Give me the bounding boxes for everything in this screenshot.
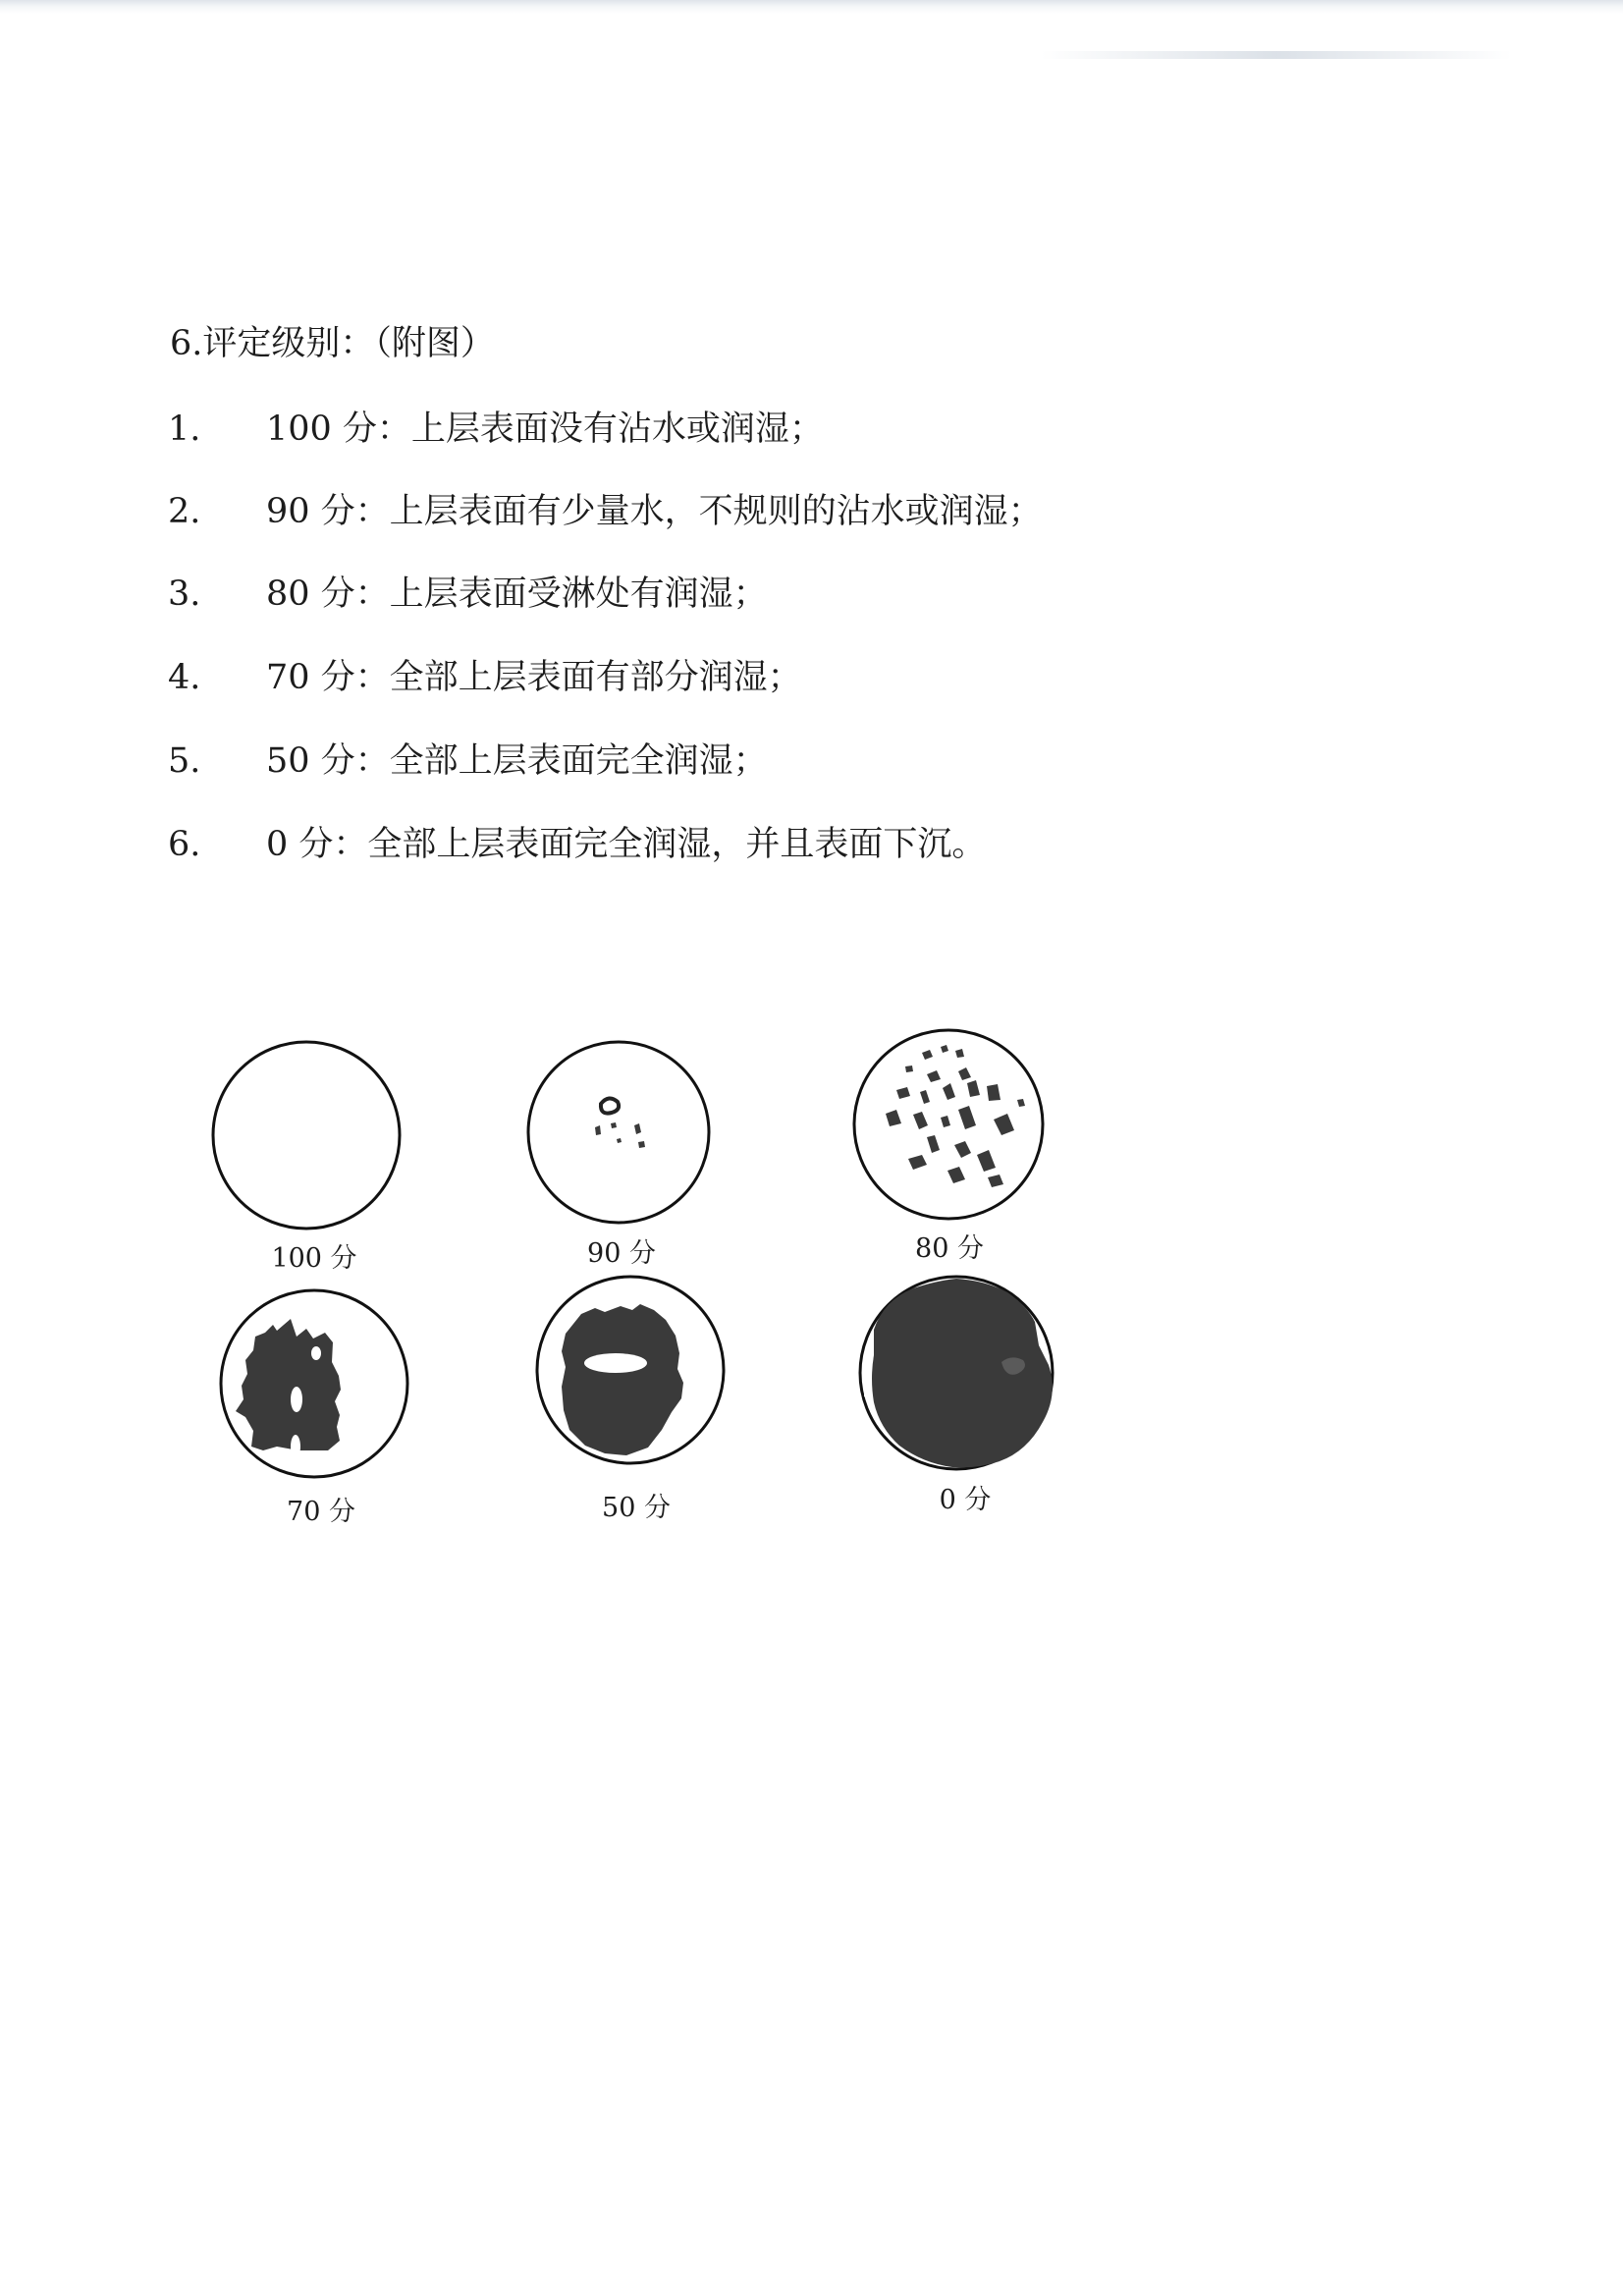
rating-100-diagram bbox=[213, 1042, 400, 1229]
caption-80: 80 分 bbox=[915, 1233, 984, 1264]
rating-90-diagram bbox=[528, 1042, 709, 1223]
list-item-number: 6. bbox=[168, 825, 201, 864]
list-item-text: 100 分：上层表面没有沾水或润湿； bbox=[266, 410, 824, 449]
caption-50: 50 分 bbox=[602, 1493, 671, 1523]
list-item-number: 2. bbox=[168, 492, 201, 531]
rating-70-diagram bbox=[221, 1290, 407, 1477]
dry-spot bbox=[584, 1353, 647, 1373]
list-item-number: 1. bbox=[168, 410, 201, 449]
dry-spot bbox=[311, 1346, 321, 1360]
section-heading: 6.评定级别：（附图） bbox=[170, 324, 495, 363]
list-item-text: 70 分：全部上层表面有部分润湿； bbox=[266, 658, 802, 697]
caption-90: 90 分 bbox=[587, 1238, 656, 1269]
dry-spot bbox=[291, 1435, 300, 1458]
caption-0: 0 分 bbox=[939, 1485, 992, 1515]
list-item-text: 90 分：上层表面有少量水，不规则的沾水或润湿； bbox=[266, 492, 1043, 531]
list-item-number: 3. bbox=[168, 574, 201, 614]
sample-outline bbox=[213, 1042, 400, 1229]
list-item-number: 4. bbox=[168, 658, 201, 697]
rating-50-diagram bbox=[537, 1277, 724, 1463]
list-item-text: 80 分：上层表面受淋处有润湿； bbox=[266, 574, 768, 614]
dry-spot bbox=[291, 1387, 302, 1412]
list-item-number: 5. bbox=[168, 741, 201, 781]
caption-70: 70 分 bbox=[287, 1497, 355, 1527]
caption-100: 100 分 bbox=[271, 1243, 357, 1274]
rating-80-diagram bbox=[854, 1030, 1043, 1219]
list-item-text: 0 分：全部上层表面完全润湿，并且表面下沉。 bbox=[266, 825, 987, 864]
sample-outline bbox=[528, 1042, 709, 1223]
list-item-text: 50 分：全部上层表面完全润湿； bbox=[266, 741, 768, 781]
rating-0-diagram bbox=[860, 1277, 1053, 1469]
